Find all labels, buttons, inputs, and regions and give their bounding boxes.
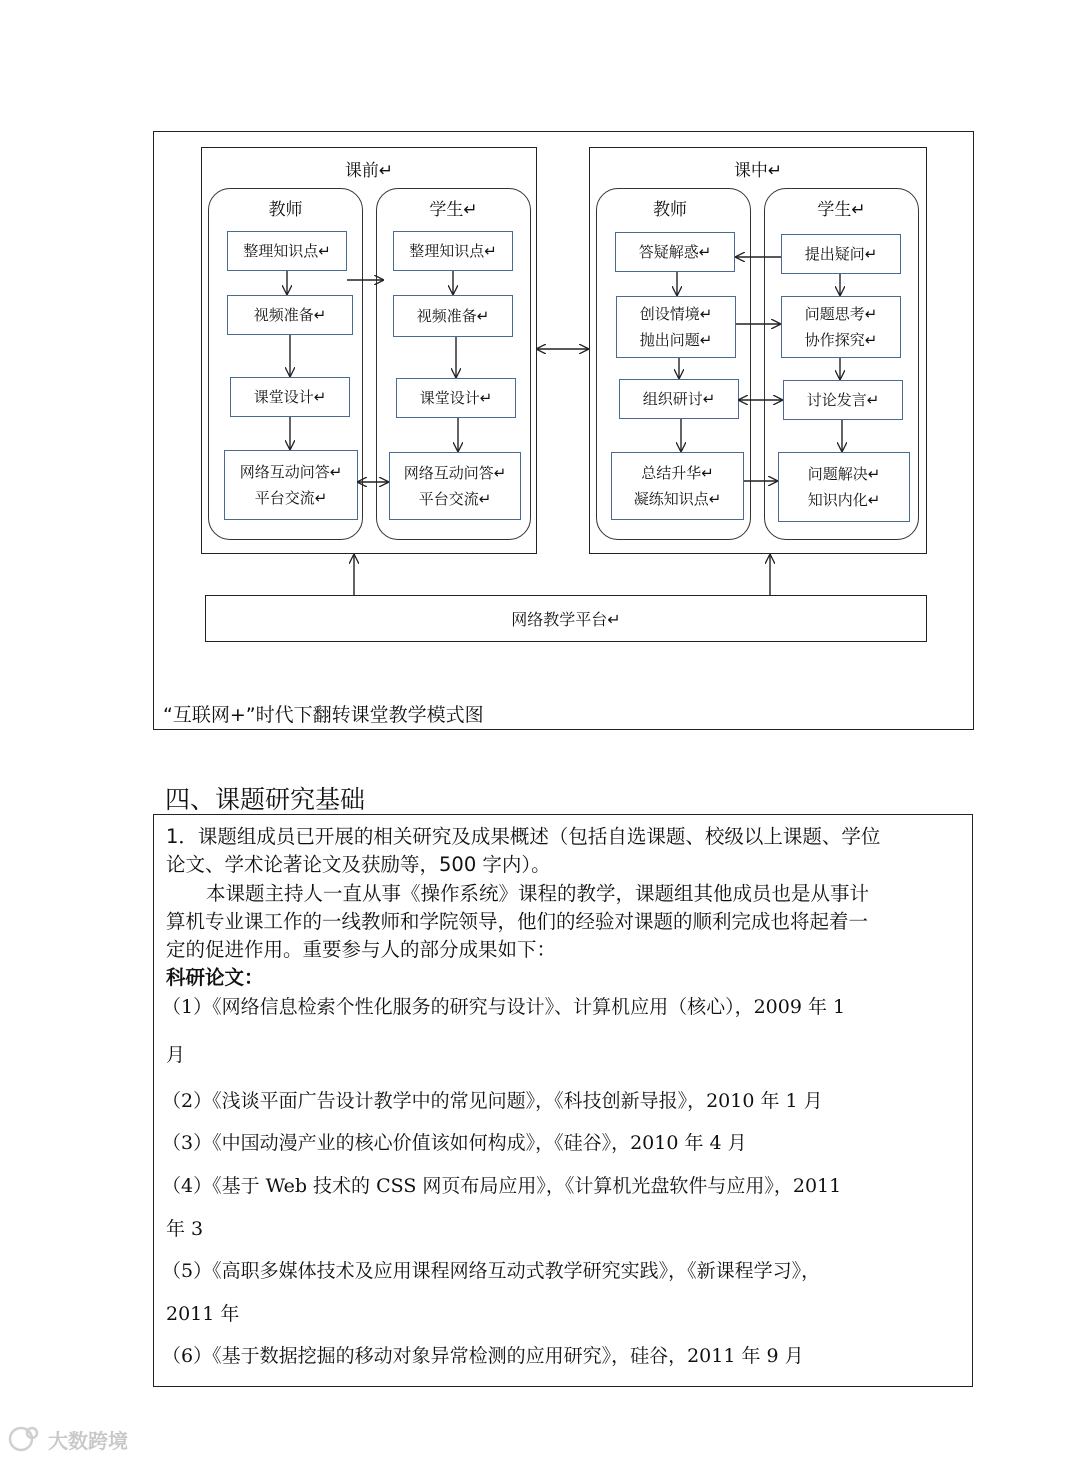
pre-teacher-step-1: 整理知识点↵ — [227, 231, 347, 271]
in-student-step-2: 问题思考↵ 协作探究↵ — [781, 296, 901, 358]
pre-student-step-2: 视频准备↵ — [393, 295, 513, 337]
in-teacher-step-1: 答疑解惑↵ — [615, 232, 735, 272]
in-teacher-title: 教师 — [653, 200, 687, 220]
watermark-text: 大数跨境 — [48, 1428, 128, 1453]
pre-student-title: 学生↵ — [429, 200, 478, 220]
paper-1-cont: 月 — [166, 1044, 186, 1066]
pre-teacher-step-3: 课堂设计↵ — [230, 377, 350, 417]
pre-class-title: 课前↵ — [344, 161, 394, 181]
paper-1: （1）《网络信息检索个性化服务的研究与设计》、计算机应用（核心），2009 年 1 — [162, 996, 846, 1018]
watermark-logo-icon — [8, 1424, 42, 1454]
paper-3: （3）《中国动漫产业的核心价值该如何构成》，《硅谷》，2010 年 4 月 — [162, 1132, 747, 1154]
watermark — [8, 1424, 128, 1454]
in-student-step-3: 讨论发言↵ — [783, 380, 903, 420]
intro-line-2: 算机专业课工作的一线教师和学院领导，他们的经验对课题的顺利完成也将起着一 — [166, 910, 869, 933]
paper-4: （4）《基于 Web 技术的 CSS 网页布局应用》，《计算机光盘软件与应用》，2011 — [162, 1175, 842, 1197]
in-teacher-step-3: 组织研讨↵ — [619, 379, 739, 419]
content-table — [153, 814, 973, 1387]
paper-6: （6）《基于数据挖掘的移动对象异常检测的应用研究》，硅谷，2011 年 9 月 — [162, 1345, 804, 1367]
diagram-caption: “互联网+”时代下翻转课堂教学模式图 — [163, 704, 484, 726]
pre-teacher-step-4: 网络互动问答↵ 平台交流↵ — [224, 450, 358, 520]
paper-2: （2）《浅谈平面广告设计教学中的常见问题》，《科技创新导报》，2010 年 1 月 — [162, 1090, 823, 1112]
in-student-step-1: 提出疑问↵ — [781, 234, 901, 274]
heading-line-1: 1．课题组成员已开展的相关研究及成果概述（包括自选课题、校级以上课题、学位 — [166, 825, 881, 848]
in-student-title: 学生↵ — [817, 200, 866, 220]
heading-line-2: 论文、学术论著论文及获励等，500 字内）。 — [166, 853, 551, 876]
pre-student-step-4: 网络互动问答↵ 平台交流↵ — [389, 452, 521, 520]
in-class-title: 课中↵ — [733, 161, 783, 181]
subheading: 科研论文： — [166, 966, 264, 989]
platform-label: 网络教学平台↵ — [511, 610, 621, 629]
intro-line-1: 本课题主持人一直从事《操作系统》课程的教学，课题组其他成员也是从事计 — [206, 882, 870, 905]
intro-line-3: 定的促进作用。重要参与人的部分成果如下： — [166, 938, 557, 961]
pre-teacher-title: 教师 — [268, 200, 303, 220]
paper-4-cont: 年 3 — [166, 1218, 204, 1240]
in-student-step-4: 问题解决↵ 知识内化↵ — [778, 452, 910, 522]
pre-student-step-3: 课堂设计↵ — [396, 378, 516, 418]
pre-student-step-1: 整理知识点↵ — [393, 231, 513, 271]
in-teacher-step-2: 创设情境↵ 抛出问题↵ — [616, 296, 736, 358]
paper-5-cont: 2011 年 — [166, 1303, 240, 1325]
section-title: 四、课题研究基础 — [165, 785, 366, 814]
pre-teacher-step-2: 视频准备↵ — [227, 295, 353, 335]
in-teacher-step-4: 总结升华↵ 凝练知识点↵ — [611, 452, 744, 520]
paper-5: （5）《高职多媒体技术及应用课程网络互动式教学研究实践》，《新课程学习》， — [162, 1260, 821, 1282]
